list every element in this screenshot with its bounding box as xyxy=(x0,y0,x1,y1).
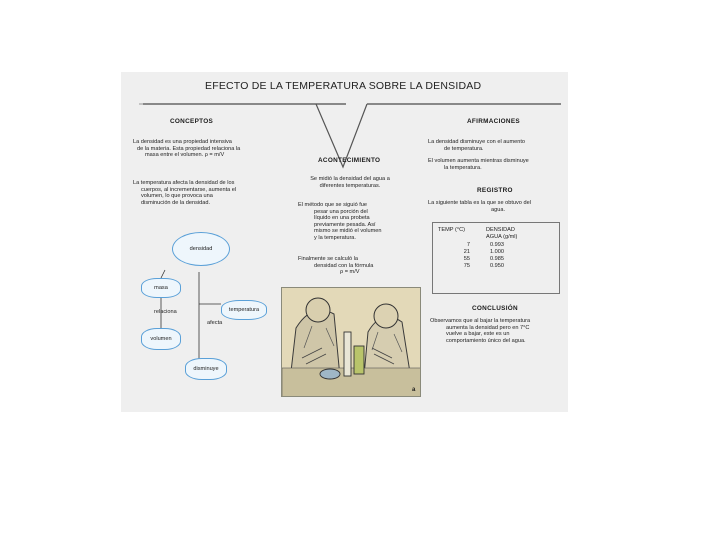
table-row xyxy=(438,242,517,249)
lab-photo-sketch xyxy=(282,288,421,397)
photo-tag: a xyxy=(412,387,416,393)
text-line: diferentes temperaturas. xyxy=(319,182,381,189)
temp-cell: 55 xyxy=(463,256,470,263)
conceptos-text-2 xyxy=(133,180,283,206)
text-line: cuerpos, al incrementarse, aumenta el xyxy=(141,186,237,193)
text-line: la temperatura. xyxy=(444,164,482,171)
text-line: pesar una porción del xyxy=(314,208,368,215)
text-line: previamente pesada. Así xyxy=(314,221,376,228)
text-line: El volumen aumenta mientras disminuye xyxy=(428,158,529,164)
poster-title: EFECTO DE LA TEMPERATURA SOBRE LA DENSIDAD xyxy=(205,80,482,92)
text-line: de temperatura. xyxy=(444,145,484,152)
temp-cell: 75 xyxy=(463,263,470,270)
afirmaciones-text-2 xyxy=(428,158,566,171)
text-line: y la temperatura. xyxy=(314,234,356,241)
node-densidad xyxy=(172,232,230,266)
text-line: Se midió la densidad del agua a xyxy=(310,176,390,182)
registro-heading: REGISTRO xyxy=(477,187,513,194)
density-cell: 1.000 xyxy=(490,248,504,255)
node-volumen xyxy=(141,328,181,350)
node-disminuye-label: disminuye xyxy=(193,366,219,372)
text-line: Finalmente se calculó la xyxy=(298,256,359,262)
text-line: El método que se siguió fue xyxy=(298,202,368,208)
table-header-row xyxy=(438,234,517,241)
node-disminuye xyxy=(185,358,227,380)
text-line: ρ = m/V xyxy=(340,269,360,276)
registro-text xyxy=(428,200,568,213)
text-line: mismo se midió el volumen xyxy=(314,228,382,235)
conclusion-heading: CONCLUSIÓN xyxy=(472,305,518,312)
node-temperatura-label: temperatura xyxy=(228,307,260,313)
node-volumen-label: volumen xyxy=(150,336,172,342)
conceptos-heading: CONCEPTOS xyxy=(170,118,214,125)
acontecimiento-text-2 xyxy=(298,202,413,242)
acontecimiento-heading: ACONTECIMIENTO xyxy=(318,157,381,164)
text-line: de la materia. Esta propiedad relaciona la xyxy=(137,145,241,152)
text-line: vuelve a bajar, este es un xyxy=(446,331,510,338)
table-row xyxy=(438,263,517,270)
lab-photo xyxy=(281,287,421,397)
text-line: volumen, lo que provoca una xyxy=(141,193,213,200)
temp-cell: 21 xyxy=(463,248,470,255)
text-line: densidad con la fórmula xyxy=(314,262,374,269)
text-line: agua. xyxy=(491,206,505,213)
text-line: aumenta la densidad pero en 7°C xyxy=(446,324,530,331)
text-line: comportamiento único del agua. xyxy=(446,337,526,344)
density-cell: 0.950 xyxy=(490,263,504,270)
node-masa xyxy=(141,278,181,298)
text-line: disminución de la densidad. xyxy=(141,199,211,206)
link-afecta: afecta xyxy=(207,320,223,326)
afirmaciones-heading: AFIRMACIONES xyxy=(467,118,520,125)
empty-cell xyxy=(438,234,486,241)
column-header-temp: TEMP (°C) xyxy=(438,227,465,233)
acontecimiento-text-1 xyxy=(290,176,410,189)
text-line: La densidad disminuye con el aumento xyxy=(428,139,526,145)
text-line: masa entre el volumen. ρ = m/V xyxy=(145,152,225,159)
node-densidad-label: densidad xyxy=(189,246,213,252)
registro-table xyxy=(438,227,517,271)
table-row xyxy=(438,249,517,256)
link-relaciona: relaciona xyxy=(154,309,177,315)
table-row xyxy=(438,256,517,263)
column-header-densidad: DENSIDAD xyxy=(486,227,515,233)
density-cell: 0.985 xyxy=(490,256,504,263)
acontecimiento-text-3 xyxy=(298,256,413,276)
node-masa-label: masa xyxy=(154,285,168,291)
table-header-row xyxy=(438,227,517,234)
column-header-agua: AGUA (g/ml) xyxy=(486,234,518,241)
node-temperatura xyxy=(221,300,267,320)
text-line: Observamos que al bajar la temperatura xyxy=(430,318,531,324)
text-line: La temperatura afecta la densidad de los xyxy=(133,180,235,186)
density-cell: 0.993 xyxy=(490,241,504,248)
afirmaciones-text-1 xyxy=(428,139,566,152)
temp-cell: 7 xyxy=(466,241,470,248)
text-line: La siguiente tabla es la que se obtuvo del xyxy=(428,200,531,206)
text-line: La densidad es una propiedad intensiva xyxy=(133,139,232,145)
conceptos-text-1 xyxy=(133,139,283,159)
conclusion-text xyxy=(430,318,568,344)
text-line: líquido en una probeta xyxy=(314,215,370,222)
